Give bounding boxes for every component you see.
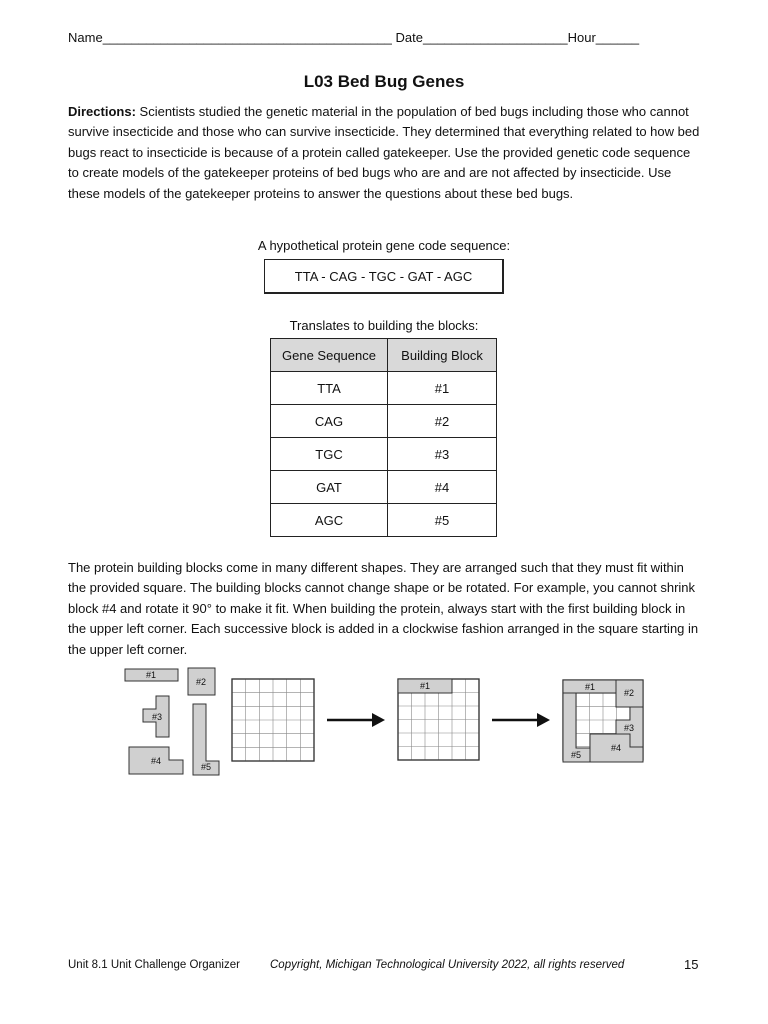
block-label: #5 [570, 750, 582, 760]
sequence-label: A hypothetical protein gene code sequence: [257, 238, 511, 253]
building-block-pieces [125, 668, 219, 775]
gene-sequence-cell: TGC [271, 438, 388, 471]
table-row [271, 405, 497, 438]
name-blank: ________________________________________ [102, 30, 392, 45]
building-block-cell: #3 [388, 438, 497, 471]
building-block-cell: #5 [388, 504, 497, 537]
table-row [271, 504, 497, 537]
right-arrow-icon [492, 713, 550, 727]
block-label: #5 [200, 762, 212, 772]
header-line [68, 30, 639, 45]
block-label: #4 [610, 743, 622, 753]
hour-label: Hour [567, 30, 596, 45]
footer-copyright: Copyright, Michigan Technological University 2022, all rights reserved [270, 959, 625, 971]
column-header-gene-sequence: Gene Sequence [271, 339, 388, 372]
translation-label: Translates to building the blocks: [289, 318, 479, 333]
gene-sequence-cell: CAG [271, 405, 388, 438]
page-title: L03 Bed Bug Genes [303, 72, 465, 91]
directions-text: Scientists studied the genetic material in the population of bed bugs including those who cannot survive insecticide and those who can survive insecticide. They determined that everything related to how bed bugs react to insecticide is because of a protein called gatekeeper. Use the provided genetic code sequence to create models of the gatekeeper proteins of bed bugs who are and are not affected by insecticide. Use these models of the gatekeeper proteins to answer the questions about these bed bugs. [68, 104, 700, 201]
directions-paragraph [68, 102, 704, 204]
building-block-cell: #1 [388, 372, 497, 405]
block-label: #3 [623, 723, 635, 733]
block-label: #1 [145, 670, 157, 680]
building-block-cell: #4 [388, 471, 497, 504]
block-label: #1 [419, 681, 431, 691]
sequence-value: TTA - CAG - TGC - GAT - AGC [294, 268, 473, 284]
column-header-building-block: Building Block [388, 339, 497, 372]
gene-sequence-cell: AGC [271, 504, 388, 537]
footer-unit: Unit 8.1 Unit Challenge Organizer [68, 959, 240, 971]
block-label: #3 [151, 712, 163, 722]
table-row [271, 471, 497, 504]
table-row [271, 438, 497, 471]
translation-table [270, 338, 497, 537]
gene-sequence-cell: GAT [271, 471, 388, 504]
empty-protein-grid [232, 679, 314, 761]
directions-label: Directions: [68, 104, 136, 119]
gene-sequence-cell: TTA [271, 372, 388, 405]
right-arrow-icon [327, 713, 385, 727]
block-label: #1 [584, 682, 596, 692]
block-label: #2 [195, 677, 207, 687]
protein-building-diagram [0, 664, 768, 784]
date-blank: ____________________ [422, 30, 568, 45]
protein-grid-step-1 [398, 679, 479, 760]
table-row [271, 372, 497, 405]
protein-grid-complete [563, 680, 643, 762]
sequence-box [264, 259, 504, 294]
name-label: Name [68, 30, 103, 45]
page-number: 15 [684, 957, 699, 972]
protein-blocks-paragraph: The protein building blocks come in many different shapes. They are arranged such that they must fit within the provided square. The building blocks cannot change shape or be rotated. For example, you cannot shrink block #4 and rotate it 90° to make it fit. When building the protein, always start with the first building block in the upper left corner. Each successive block is added in a clockwise fashion arranged in the square starting in the upper left corner. [68, 560, 699, 657]
building-block-cell: #2 [388, 405, 497, 438]
hour-blank: ______ [595, 30, 640, 45]
date-label: Date [395, 30, 423, 45]
block-label: #4 [150, 756, 162, 766]
block-label: #2 [623, 688, 635, 698]
table-header-row [271, 339, 497, 372]
